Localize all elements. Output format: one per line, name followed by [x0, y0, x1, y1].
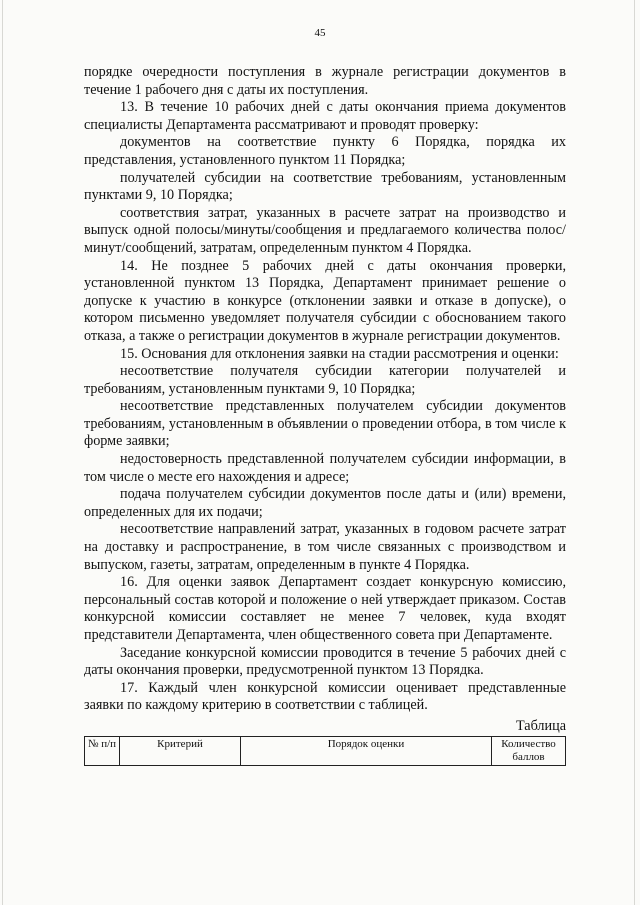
header-number: № п/п [85, 736, 120, 765]
document-body [84, 64, 566, 766]
scan-edge-left [2, 0, 3, 905]
header-criterion: Критерий [120, 736, 241, 765]
paragraph: 13. В течение 10 рабочих дней с даты окончания приема документов специалисты Департамента рассматривают и проводят проверку: [84, 99, 566, 133]
paragraph: 14. Не позднее 5 рабочих дней с даты окончания проверки, установленной пунктом 13 Порядка, Департамент принимает решение о допуске к участию в конкурсе (отклонении заявки и отказе в допуске), о котором письменно уведомляет получателя субсидии с обоснованием такого отказа, а также о регистрации документов в журнале регистрации документов. [84, 257, 566, 344]
paragraph: Заседание конкурсной комиссии проводится в течение 5 рабочих дней с даты окончания проверки, предусмотренной пунктом 13 Порядка. [84, 644, 566, 679]
paragraph: 15. Основания для отклонения заявки на стадии рассмотрения и оценки: [120, 345, 559, 362]
paragraph: несоответствие представленных получателем субсидии документов требованиям, установленным в объявлении о проведении отбора, в том числе к форме заявки; [84, 398, 566, 450]
paragraph: недостоверность представленной получателем субсидии информации, в том числе о месте его нахождения и адресе; [84, 451, 566, 485]
paragraph: документов на соответствие пункту 6 Порядка, порядка их представления, установленного пунктом 11 Порядка; [84, 134, 566, 168]
paragraph: несоответствие направлений затрат, указанных в годовом расчете затрат на доставку и распространение, в том числе связанных с производством и выпуском, газеты, затратам, определенным в пункте 4 Порядка. [84, 521, 566, 573]
paragraph-list [84, 64, 566, 715]
header-evaluation-order: Порядок оценки [241, 736, 492, 765]
paragraph: несоответствие получателя субсидии категории получателей и требованиям, установленным пунктами 9, 10 Порядка; [84, 363, 566, 397]
paragraph: 16. Для оценки заявок Департамент создает конкурсную комиссию, персональный состав которой и положение о ней утверждает приказом. Состав конкурсной комиссии составляет не менее 7 человек, куда входят представители Департамента, член общественного совета при Департаменте. [84, 574, 566, 643]
criteria-table [84, 736, 566, 766]
scan-edge-right [634, 0, 635, 905]
header-score: Количество баллов [492, 736, 566, 765]
paragraph: подача получателем субсидии документов после даты и (или) времени, определенных для их подачи; [84, 486, 566, 520]
table-header-row [85, 736, 566, 765]
paragraph: 17. Каждый член конкурсной комиссии оценивает представленные заявки по каждому критерию в соответствии с таблицей. [84, 679, 566, 714]
table-caption: Таблица [515, 717, 566, 734]
page-number: 45 [314, 27, 326, 39]
paragraph: порядке очередности поступления в журнале регистрации документов в течение 1 рабочего дня с даты их поступления. [84, 64, 566, 98]
paragraph: получателей субсидии на соответствие требованиям, установленным пунктами 9, 10 Порядка; [84, 169, 566, 204]
paragraph: соответствия затрат, указанных в расчете затрат на производство и выпуск одной полосы/минуты/сообщения и предлагаемого количества полос/минут/сообщений, затратам, определенным пунктом 4 Порядка. [84, 204, 566, 256]
